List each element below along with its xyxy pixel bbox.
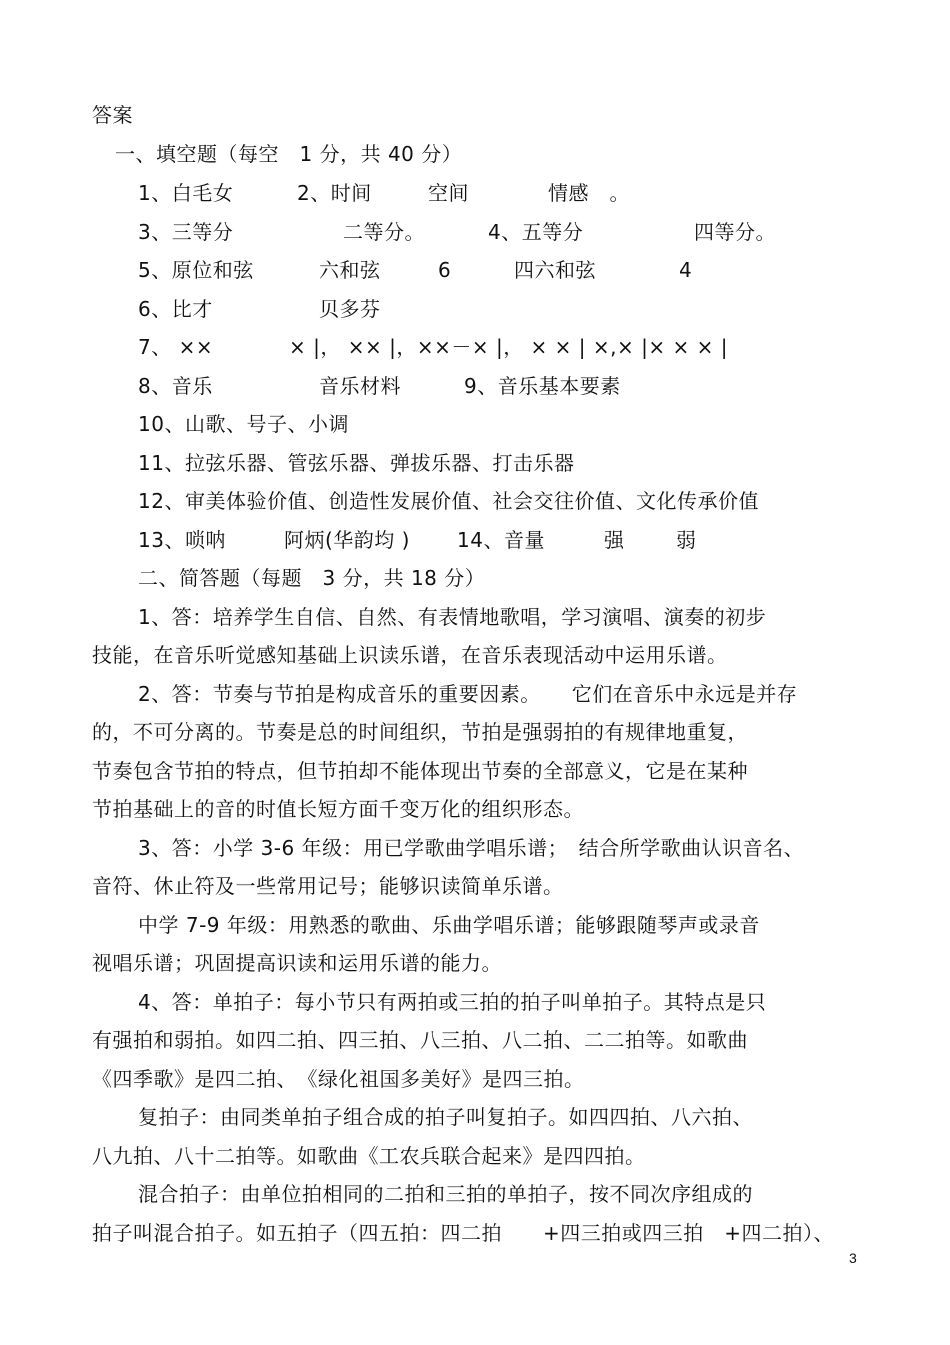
s2-line: 拍子叫混合拍子。如五拍子（四五拍：四二拍 +四三拍或四三拍 +四二拍）、 bbox=[92, 1221, 835, 1245]
s2-line: 中学 7-9 年级：用熟悉的歌曲、乐曲学唱乐谱；能够跟随琴声或录音 bbox=[138, 913, 760, 937]
q3-answer-b: 二等分。 bbox=[343, 220, 425, 244]
s2-line: 3、答：小学 3-6 年级：用已学歌曲学唱乐谱； 结合所学歌曲认识音名、 bbox=[138, 836, 805, 860]
s2-line: 4、答：单拍子：每小节只有两拍或三拍的拍子叫单拍子。其特点是只 bbox=[138, 990, 767, 1014]
q14-answer-b: 强 bbox=[604, 528, 625, 552]
q10-answer: 10、山歌、号子、小调 bbox=[138, 412, 349, 436]
q5-answer-a: 5、原位和弦 bbox=[138, 258, 254, 282]
q6-answer-b: 贝多芬 bbox=[319, 297, 381, 321]
q2-answer-c: 情感 。 bbox=[548, 181, 630, 205]
s2-line: 复拍子：由同类单拍子组合成的拍子叫复拍子。如四四拍、八六拍、 bbox=[138, 1105, 753, 1129]
s2-line: 2、答：节奏与节拍是构成音乐的重要因素。 它们在音乐中永远是并存 bbox=[138, 682, 798, 706]
q5-answer-c: 6 bbox=[438, 258, 452, 282]
q8-answer-b: 音乐材料 bbox=[319, 374, 401, 398]
q2-answer-a: 2、时间 bbox=[297, 181, 372, 205]
s2-line: 技能，在音乐听觉感知基础上识读乐谱，在音乐表现活动中运用乐谱。 bbox=[92, 643, 728, 667]
q13-answer-a: 13、唢呐 bbox=[138, 528, 226, 552]
page-number: 3 bbox=[849, 1250, 857, 1266]
s2-line: 有强拍和弱拍。如四二拍、四三拍、八三拍、八二拍、二二拍等。如歌曲 bbox=[92, 1028, 748, 1052]
q5-answer-e: 4 bbox=[679, 258, 693, 282]
q6-answer-a: 6、比才 bbox=[138, 297, 213, 321]
q12-answer: 12、审美体验价值、创造性发展价值、社会交往价值、文化传承价值 bbox=[138, 489, 759, 513]
q8-answer-a: 8、音乐 bbox=[138, 374, 213, 398]
section2-title: 二、简答题（每题 3 分，共 18 分） bbox=[138, 566, 486, 590]
q4-answer-b: 四等分。 bbox=[694, 220, 776, 244]
q3-answer-a: 3、三等分 bbox=[138, 220, 234, 244]
s2-line: 《四季歌》是四二拍、 《绿化祖国多美好》是四三拍。 bbox=[92, 1067, 585, 1091]
q5-answer-b: 六和弦 bbox=[319, 258, 381, 282]
q13-answer-b: 阿炳(华韵均 ) bbox=[284, 528, 410, 552]
q7-answer-a: 7、 ×× bbox=[138, 335, 214, 359]
s2-line: 1、答：培养学生自信、自然、有表情地歌唱，学习演唱、演奏的初步 bbox=[138, 605, 767, 629]
s2-line: 节拍基础上的音的时值长短方面千变万化的组织形态。 bbox=[92, 797, 584, 821]
s2-line: 节奏包含节拍的特点，但节拍却不能体现出节奏的全部意义，它是在某种 bbox=[92, 759, 748, 783]
q2-answer-b: 空间 bbox=[428, 181, 469, 205]
q11-answer: 11、拉弦乐器、管弦乐器、弹拔乐器、打击乐器 bbox=[138, 451, 575, 475]
q14-answer-a: 14、音量 bbox=[457, 528, 545, 552]
q14-answer-c: 弱 bbox=[676, 528, 697, 552]
s2-line: 八九拍、八十二拍等。如歌曲《工农兵联合起来》是四四拍。 bbox=[92, 1144, 646, 1168]
heading: 答案 bbox=[92, 103, 133, 127]
q9-answer: 9、音乐基本要素 bbox=[464, 374, 621, 398]
s2-line: 的，不可分离的。节奏是总的时间组织，节拍是强弱拍的有规律地重复， bbox=[92, 720, 748, 744]
q5-answer-d: 四六和弦 bbox=[514, 258, 596, 282]
s2-line: 音符、休止符及一些常用记号；能够识读简单乐谱。 bbox=[92, 874, 564, 898]
q4-answer-a: 4、五等分 bbox=[488, 220, 584, 244]
s2-line: 视唱乐谱；巩固提高识读和运用乐谱的能力。 bbox=[92, 951, 502, 975]
section1-title: 一、填空题（每空 1 分，共 40 分） bbox=[115, 142, 463, 166]
q7-rhythm: × |， ×× |，××－× |， × × | ×,× |× × × | bbox=[289, 335, 728, 359]
s2-line: 混合拍子：由单位拍相同的二拍和三拍的单拍子，按不同次序组成的 bbox=[138, 1182, 753, 1206]
q1-answer: 1、白毛女 bbox=[138, 181, 234, 205]
